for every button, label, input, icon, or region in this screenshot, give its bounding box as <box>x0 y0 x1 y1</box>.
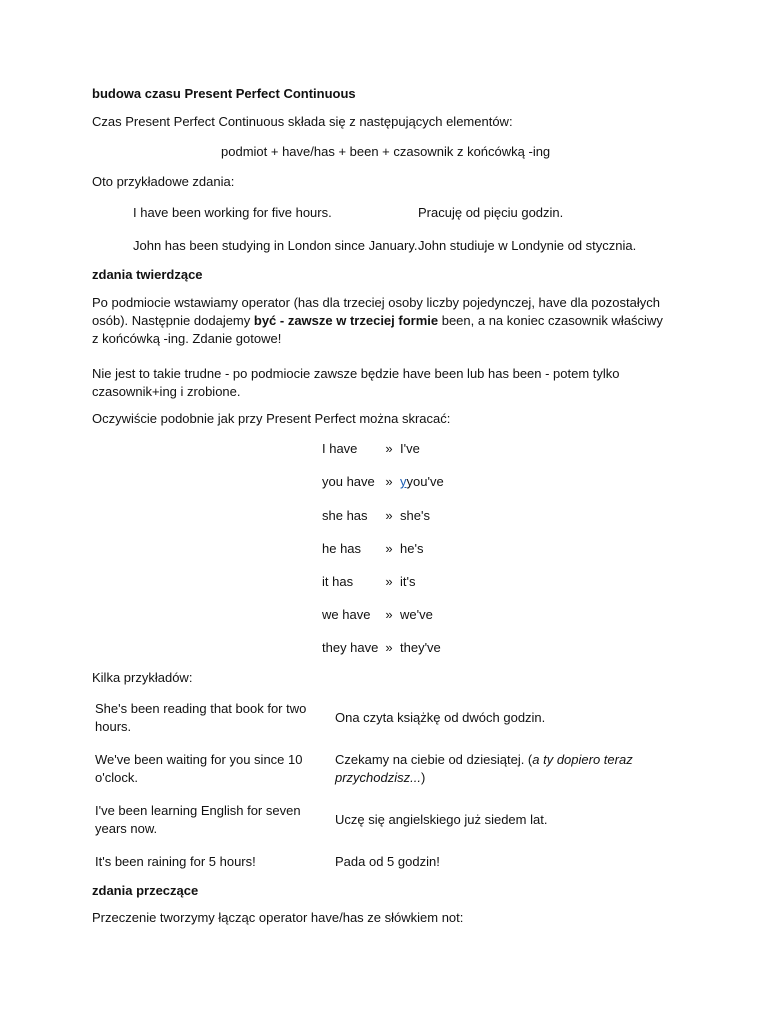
example-en-1: I have been working for five hours. <box>133 205 332 220</box>
contraction-short-text: they've <box>400 640 441 655</box>
arrow-icon: » <box>385 441 393 456</box>
example2-pl-2-end: ) <box>420 770 426 785</box>
page-title: budowa czasu Present Perfect Continuous <box>92 86 356 101</box>
example2-pl-3-text: Uczę się angielskiego już siedem lat. <box>335 812 548 827</box>
example2-pl-2-text: Czekamy na ciebie od dziesiątej. ( <box>335 752 533 767</box>
example2-en-1: She's been reading that book for two hours. <box>95 701 307 734</box>
negative-paragraph-1: Przeczenie tworzymy łącząc operator have/has ze słówkiem not: <box>92 910 464 925</box>
hyperlink-y[interactable]: y <box>400 474 407 489</box>
example2-pl-2-italic: a ty dopiero teraz przychodzisz... <box>335 752 633 785</box>
contraction-short-text: she's <box>400 508 430 523</box>
contraction-short <box>400 508 430 523</box>
arrow-icon: » <box>385 574 393 589</box>
contraction-full: you have <box>322 474 375 489</box>
examples-intro: Oto przykładowe zdania: <box>92 174 235 189</box>
example2-en-3: I've been learning English for seven years now. <box>95 803 301 836</box>
affirmative-p1-bold: być - zawsze w trzeciej formie <box>253 313 439 328</box>
contraction-short <box>400 474 444 489</box>
example2-pl-3 <box>335 811 655 829</box>
contraction-full: he has <box>322 541 362 556</box>
section-heading-negative: zdania przeczące <box>92 883 199 898</box>
section-heading-affirmative: zdania twierdzące <box>92 267 203 282</box>
contraction-short <box>400 541 423 556</box>
contraction-full: it has <box>322 574 354 589</box>
affirmative-paragraph-1 <box>92 294 672 348</box>
contraction-short-text: he's <box>400 541 424 556</box>
example2-pl-1 <box>335 709 655 727</box>
arrow-icon: » <box>385 640 393 655</box>
arrow-icon: » <box>385 508 393 523</box>
contraction-short <box>400 441 420 456</box>
example2-pl-4-text: Pada od 5 godzin! <box>335 854 440 869</box>
contraction-short-text: you've <box>406 474 444 489</box>
contraction-short <box>400 607 433 622</box>
contraction-short-text: we've <box>400 607 433 622</box>
contraction-short-text: I've <box>400 441 420 456</box>
example-pl-2: John studiuje w Londynie od stycznia. <box>418 238 637 253</box>
affirmative-paragraph-3: Oczywiście podobnie jak przy Present Perfect można skracać: <box>92 411 451 426</box>
contraction-full: they have <box>322 640 379 655</box>
example2-en-4: It's been raining for 5 hours! <box>95 854 256 869</box>
arrow-icon: » <box>385 607 393 622</box>
example2-pl-4 <box>335 853 655 871</box>
intro-paragraph: Czas Present Perfect Continuous składa się z następujących elementów: <box>92 114 513 129</box>
contraction-full: we have <box>322 607 371 622</box>
example2-en-2: We've been waiting for you since 10 o'clock. <box>95 752 303 785</box>
arrow-icon: » <box>385 474 393 489</box>
affirmative-paragraph-2: Nie jest to takie trudne - po podmiocie zawsze będzie have been lub has been - potem tylko czasownik+ing i zrobione. <box>92 366 620 399</box>
contraction-short <box>400 640 441 655</box>
arrow-icon: » <box>385 541 393 556</box>
affirmative-p1-text-a: Po podmiocie wstawiamy operator (has dla trzeciej osoby liczby pojedynczej, have dla pozostałych osób). Następnie dodajemy <box>92 295 660 328</box>
example2-pl-1-text: Ona czyta książkę od dwóch godzin. <box>335 710 546 725</box>
contraction-full: I have <box>322 441 358 456</box>
affirmative-p1-text-b: been, a na koniec czasownik właściwy z końcówką -ing. Zdanie gotowe! <box>92 313 663 346</box>
example2-pl-2 <box>335 751 655 787</box>
contraction-full: she has <box>322 508 368 523</box>
contraction-short <box>400 574 415 589</box>
examples2-intro: Kilka przykładów: <box>92 670 193 685</box>
contraction-short-text: it's <box>400 574 416 589</box>
example-pl-1: Pracuję od pięciu godzin. <box>418 205 564 220</box>
formula-line: podmiot + have/has + been + czasownik z końcówką -ing <box>221 144 551 159</box>
example-en-2: John has been studying in London since January. <box>133 238 418 253</box>
